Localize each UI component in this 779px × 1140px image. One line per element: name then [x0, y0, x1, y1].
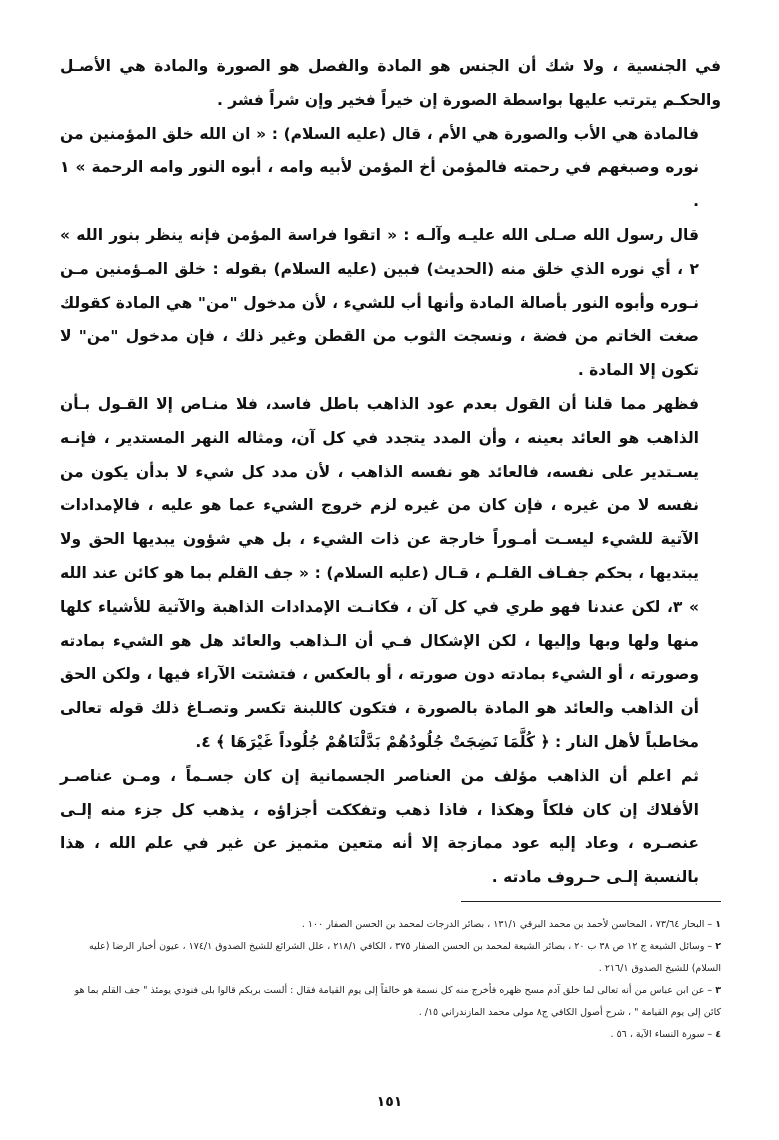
footnote-mark: ٢: [715, 941, 721, 952]
footnote-text: – عن ابن عباس من أنه تعالى لما خلق آدم مسح ظهره فأخرج منه كل نسمة هو خالقاً إلى يوم القيامة فقال : ألست بربكم قالوا بلى فنودي يومئذ " جف القلم بما هو كائن إلى يوم القيامة " ، شرح أصول الكافي ج٨ مولى محمد المازندراني ١٥/ .: [74, 985, 721, 1018]
paragraph-2: فالمادة هي الأب والصورة هي الأم ، قال (عليه السلام) : « ان الله خلق المؤمنين من نوره وصبغهم في رحمته فالمؤمن أخ المؤمن لأبيه وامه ، أبوه النور وامه الرحمة » ١ .: [60, 124, 699, 211]
footnote-mark: ١: [715, 919, 721, 930]
footnote-2: [60, 936, 721, 980]
footnote-4: [60, 1024, 721, 1046]
footnote-separator: [461, 901, 721, 902]
paragraph-5: ثم اعلم أن الذاهب مؤلف من العناصر الجسمانية إن كان جسـماً ، ومـن عناصـر الأفلاك إن كان فلكاً وهكذا ، فاذا ذهب وتفككت أجزاؤه ، يذهب كل جزء منه إلـى عنصـره ، وعاد إليه عود ممازجة إلا أنه متعين متميز عن غير في علم الله ، هذا بالنسبة إلـى حـروف مادته .: [60, 766, 699, 887]
footnotes: [60, 914, 721, 1046]
footnote-mark: ٤: [715, 1029, 721, 1040]
main-text: [60, 50, 721, 895]
footnote-1: [60, 914, 721, 936]
paragraph-3: قال رسول الله صـلى الله عليـه وآلـه : « اتقوا فراسة المؤمن فإنه ينظر بنور الله » ٢ ، أي نوره الذي خلق منه (الحديث) فبين (عليه السلام) بقوله : خلق المـؤمنين مـن نـوره وأبوه النور بأصالة المادة وأنها أب للشيء ، لأن مدخول "من" هي المادة كقولك صغت الخاتم من فضة ، ونسجت الثوب من القطن وغير ذلك ، فإن مدخول "من" لا تكون إلا المادة .: [60, 225, 699, 380]
footnote-3: [60, 980, 721, 1024]
paragraph-4: فظهر مما قلنا أن القول بعدم عود الذاهب باطل فاسد، فلا منـاص إلا القـول بـأن الذاهب هو العائد بعينه ، وأن المدد يتجدد في كل آن، ومثاله النهر المستدير ، فإنـه يسـتدير على نفسه، فالعائد هو نفسه الذاهب ، لأن مدد كل شيء لا بدأن يكون من نفسه لا من غيره ، فإن كان من غيره لزم خروج الشيء عما هو عليه ، فالإمدادات الآتية للشيء ليسـت أمـوراً خارجة عن ذات الشيء ، بل هي شؤون يبديها الحق ولا يبتديها ، بحكم جفـاف القلـم ، قـال (عليه السلام) : « جف القلم بما هو كائن عند الله » ٣، لكن عندنا فهو طري في كل آن ، فكانـت الإمدادات الذاهبة والآتية للأشياء كلها منها ولها وبها وإليها ، لكن الإشكال فـي أن الـذاهب والعائد هل هو الشيء بمادته وصورته ، أو الشيء بمادته دون صورته ، أو بالعكس ، فتشتت الآراء فيها ، ولكن الحق أن الذاهب والعائد هو المادة بالصورة ، فتكون كاللبنة تكسر وتصـاغ ذلك قوله تعالى مخاطباً لأهل النار : ﴿ كُلَّمَا نَضِجَتْ جُلُودُهُمْ بَدَّلْنَاهُمْ جُلُوداً غَيْرَهَا ﴾ ٤.: [60, 394, 699, 751]
paragraph-1: في الجنسية ، ولا شك أن الجنس هو المادة والفصل هو الصورة والمادة هي الأصـل والحكـم يترتب عليها بواسطة الصورة إن خيراً فخير وإن شراً فشر .: [60, 57, 721, 109]
page-number: ١٥١: [376, 1094, 403, 1110]
footnote-mark: ٣: [715, 985, 721, 996]
footnote-text: – سورة النساء الآية ، ٥٦ .: [610, 1029, 713, 1040]
footnote-text: – وسائل الشيعة ج ١٢ ص ٣٨ ب ٢٠ ، بصائر الشيعة لمحمد بن الحسن الصفار ٣٧٥ ، الكافي ٢١٨/١ ، علل الشرائع للشيخ الصدوق ١٧٤/١ ، عيون أخبار الرضا (عليه السلام) للشيخ الصدوق ٢١٦/١ .: [88, 941, 721, 974]
footnote-text: – البحار ٧٣/٦٤ ، المحاسن لأحمد بن محمد البرقي ١٣١/١ ، بصائر الدرجات لمحمد بن الحسن الصفار ١٠٠ .: [301, 919, 713, 930]
